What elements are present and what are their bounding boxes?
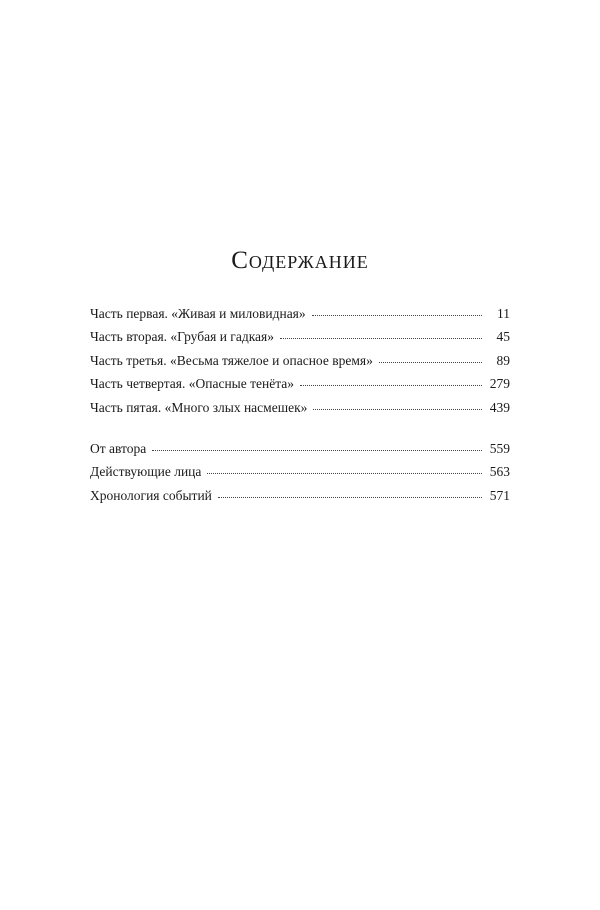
toc-entry-label: От автора <box>90 441 147 456</box>
dot-leader <box>300 374 482 388</box>
toc-entry-page: 45 <box>496 329 510 345</box>
toc-entry[interactable] <box>90 351 510 374</box>
toc-entry[interactable] <box>90 486 510 509</box>
toc-entry-label: Действующие лица <box>90 464 202 480</box>
toc-entry-page: 559 <box>489 441 510 456</box>
dot-leader <box>379 351 482 365</box>
toc-entry[interactable] <box>90 398 510 421</box>
toc-entry[interactable] <box>90 439 510 462</box>
dot-leader <box>313 398 482 412</box>
toc-entry-label: Хронология событий <box>90 487 212 503</box>
toc-entry-label: Часть первая. «Живая и миловидная» <box>90 306 306 321</box>
toc-entry-page: 563 <box>489 464 510 480</box>
toc-entry[interactable] <box>90 462 510 485</box>
toc-entry-label: Часть пятая. «Много злых насмешек» <box>90 399 308 415</box>
dot-leader <box>152 439 482 453</box>
dot-leader <box>218 486 482 500</box>
toc-entry-page: 89 <box>496 352 510 368</box>
toc-title: Содержание <box>231 247 369 274</box>
toc-parts-list <box>90 304 510 421</box>
toc-entry-page: 11 <box>497 306 510 321</box>
toc-entry-label: Часть четвертая. «Опасные тенёта» <box>90 376 295 392</box>
toc-appendix-list <box>90 439 510 509</box>
toc-entry-page: 439 <box>489 399 510 415</box>
toc-entry-page: 279 <box>489 376 510 392</box>
toc-entry[interactable] <box>90 304 510 327</box>
toc-entry-label: Часть третья. «Весьма тяжелое и опасное время» <box>90 352 373 368</box>
toc-entry[interactable] <box>90 327 510 350</box>
toc-entry[interactable] <box>90 374 510 397</box>
toc-entry-label: Часть вторая. «Грубая и гадкая» <box>90 329 274 345</box>
dot-leader <box>207 462 482 476</box>
dot-leader <box>280 327 482 341</box>
toc-entry-page: 571 <box>489 487 510 503</box>
dot-leader <box>312 304 482 318</box>
